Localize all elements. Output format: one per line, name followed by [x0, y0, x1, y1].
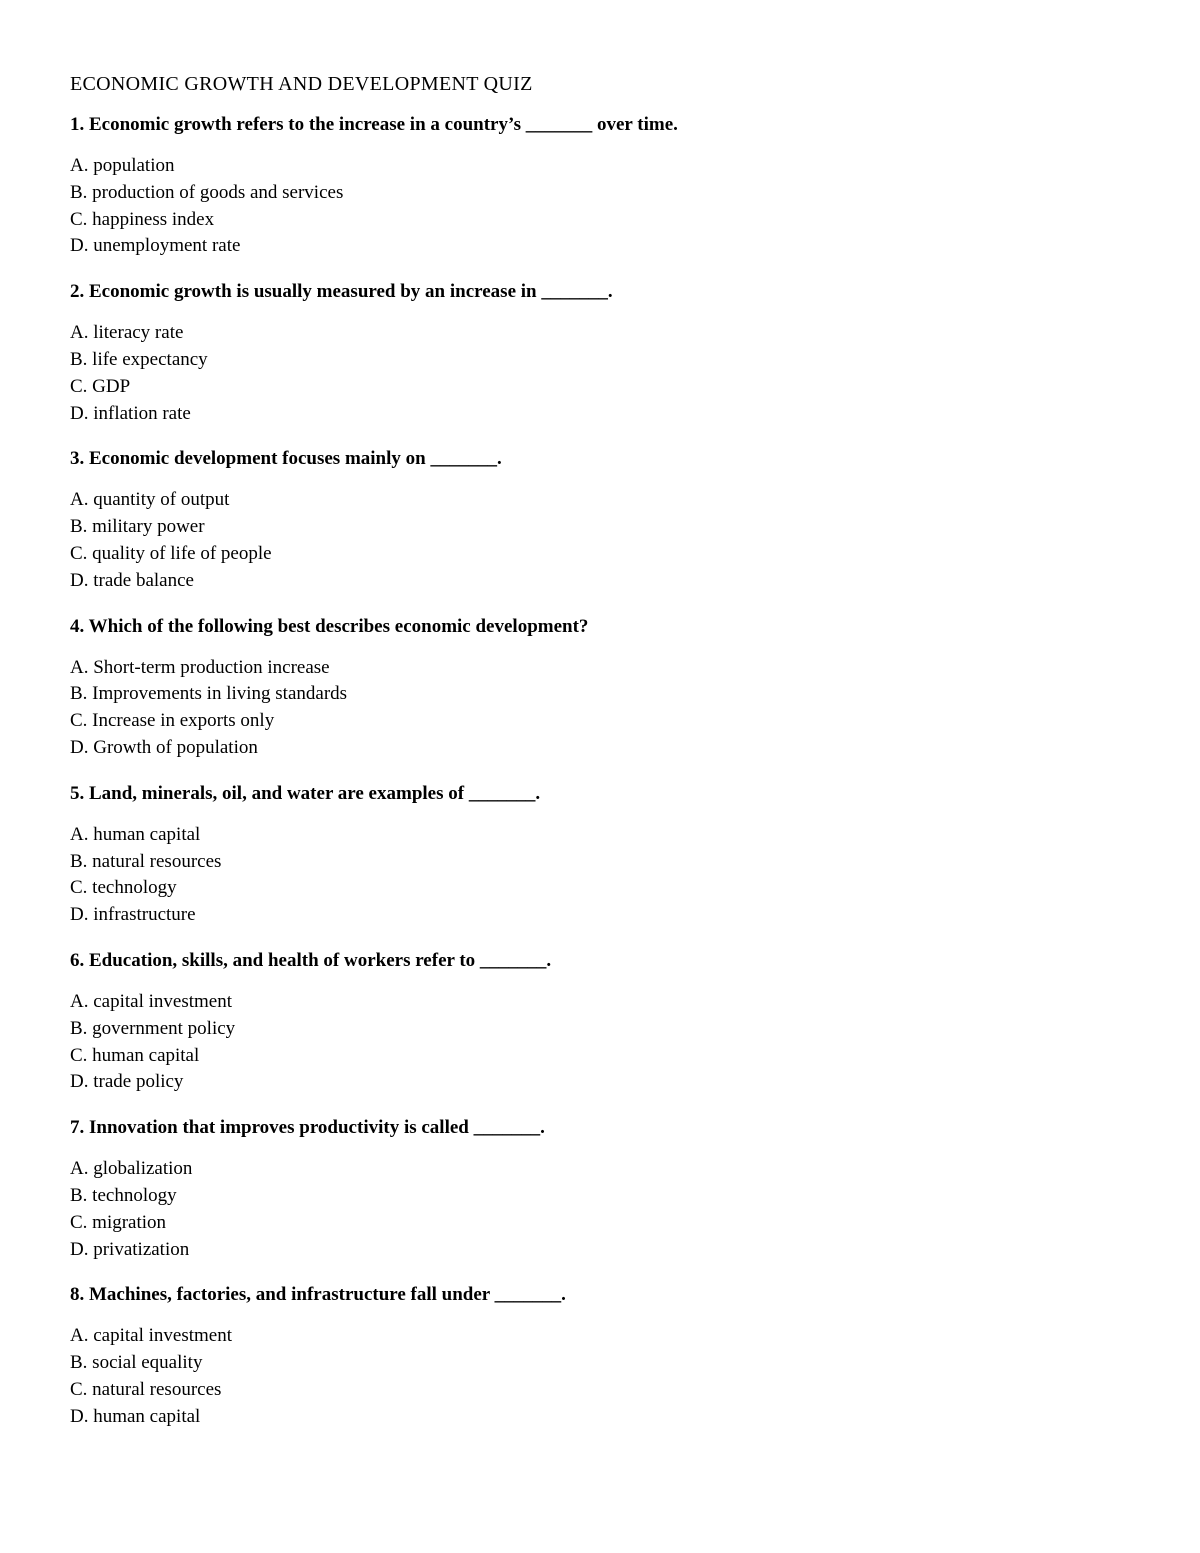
question-4 — [70, 614, 1130, 762]
answer-options — [70, 487, 1130, 594]
question-text: 4. Which of the following best describes economic development? — [70, 615, 589, 637]
answer-options — [70, 153, 1130, 260]
option-d: D. Growth of population — [70, 736, 258, 758]
question-5 — [70, 781, 1130, 929]
question-text: 1. Economic growth refers to the increase in a country’s _______ over time. — [70, 114, 678, 135]
option-c: C. happiness index — [70, 208, 215, 230]
option-d: D. infrastructure — [70, 904, 196, 926]
option-d: D. trade policy — [70, 1071, 184, 1093]
answer-options — [70, 655, 1130, 762]
quiz-title: ECONOMIC GROWTH AND DEVELOPMENT QUIZ — [70, 73, 533, 95]
option-c: C. quality of life of people — [70, 542, 272, 564]
option-c: C. migration — [70, 1211, 167, 1233]
answer-options — [70, 822, 1130, 929]
question-text: 2. Economic growth is usually measured by an increase in _______. — [70, 281, 613, 303]
option-b: B. government policy — [70, 1017, 236, 1039]
option-a: A. globalization — [70, 1158, 193, 1180]
question-8 — [70, 1282, 1130, 1430]
answer-options — [70, 989, 1130, 1096]
question-text: 6. Education, skills, and health of workers refer to _______. — [70, 949, 552, 971]
answer-options — [70, 1156, 1130, 1263]
option-c: C. Increase in exports only — [70, 710, 275, 732]
option-a: A. capital investment — [70, 1325, 232, 1347]
question-text: 3. Economic development focuses mainly on _______. — [70, 448, 502, 470]
option-a: A. human capital — [70, 823, 201, 845]
option-a: A. quantity of output — [70, 489, 230, 511]
option-b: B. social equality — [70, 1352, 203, 1374]
option-b: B. natural resources — [70, 850, 222, 872]
option-d: D. unemployment rate — [70, 235, 241, 257]
option-b: B. military power — [70, 516, 205, 538]
option-a: A. literacy rate — [70, 322, 184, 344]
option-a: A. capital investment — [70, 990, 232, 1012]
option-d: D. inflation rate — [70, 402, 191, 424]
option-d: D. human capital — [70, 1405, 201, 1427]
option-c: C. GDP — [70, 375, 131, 397]
option-b: B. production of goods and services — [70, 181, 344, 203]
option-c: C. natural resources — [70, 1378, 222, 1400]
option-d: D. privatization — [70, 1238, 190, 1260]
option-a: A. Short-term production increase — [70, 656, 330, 678]
option-b: B. life expectancy — [70, 348, 208, 370]
quiz-document — [70, 70, 1130, 1450]
question-text: 5. Land, minerals, oil, and water are examples of _______. — [70, 782, 541, 804]
question-1 — [70, 112, 1130, 260]
option-b: B. technology — [70, 1184, 177, 1206]
option-d: D. trade balance — [70, 569, 194, 591]
question-text: 7. Innovation that improves productivity is called _______. — [70, 1117, 545, 1139]
option-a: A. population — [70, 155, 175, 176]
option-c: C. technology — [70, 877, 177, 899]
answer-options — [70, 1323, 1130, 1430]
answer-options — [70, 320, 1130, 427]
question-7 — [70, 1115, 1130, 1263]
option-b: B. Improvements in living standards — [70, 683, 348, 705]
question-6 — [70, 948, 1130, 1096]
question-3 — [70, 446, 1130, 594]
question-text: 8. Machines, factories, and infrastructure fall under _______. — [70, 1284, 566, 1306]
option-c: C. human capital — [70, 1044, 200, 1066]
question-2 — [70, 279, 1130, 427]
